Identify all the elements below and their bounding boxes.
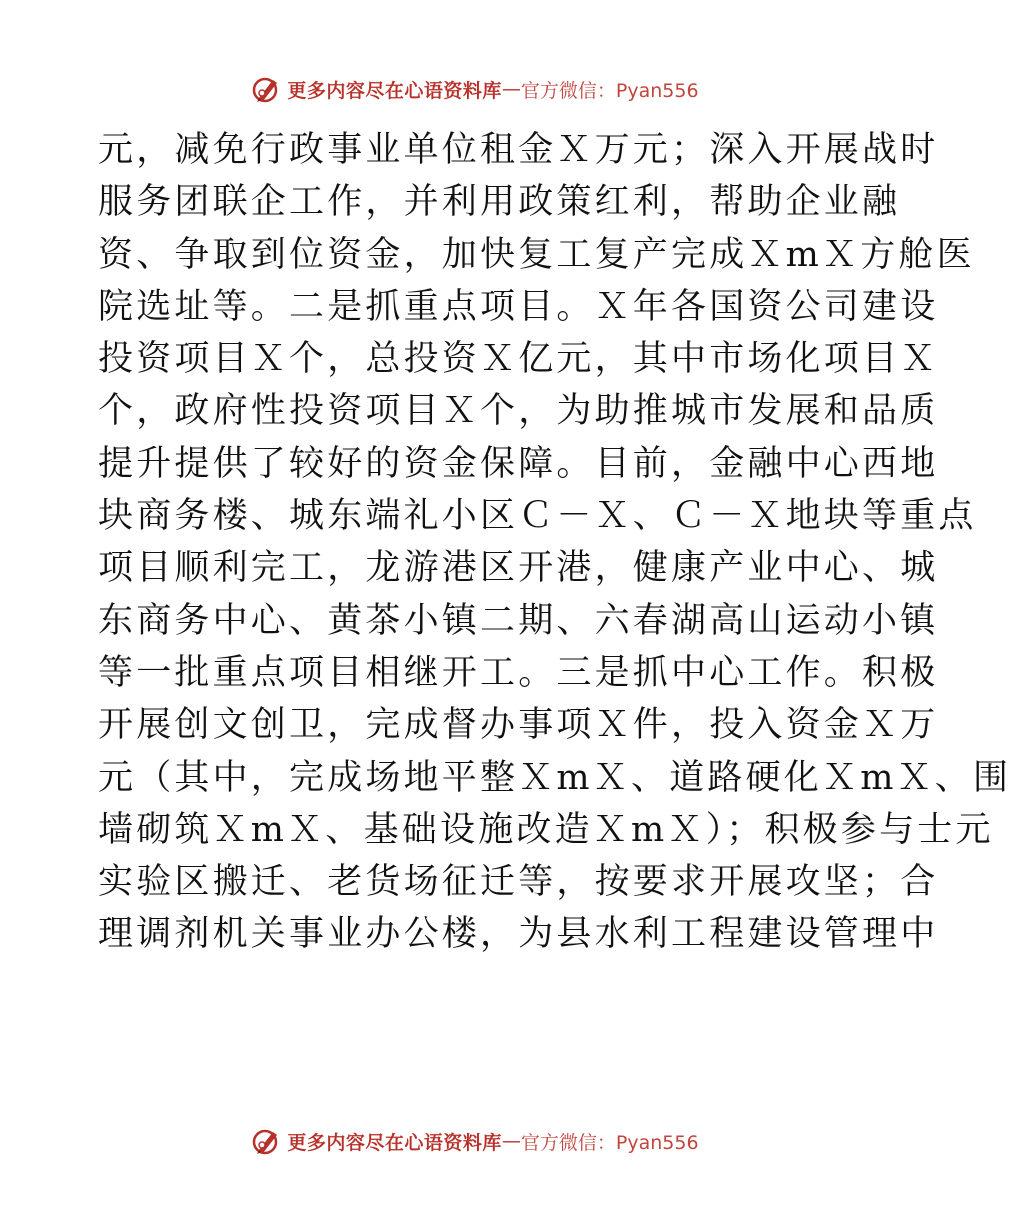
body-line: 墙砌筑ＸmＸ、基础设施改造ＸmＸ）；积极参与士元 xyxy=(98,809,994,850)
watermark-contact-text: 官方微信：Pyan556 xyxy=(520,1131,699,1154)
watermark-separator: — xyxy=(501,78,521,100)
body-line: 投资项目Ｘ个，总投资Ｘ亿元，其中市场化项目Ｘ xyxy=(98,339,939,380)
pen-circle-logo-icon xyxy=(251,74,281,104)
body-line: 块商务楼、城东端礼小区Ｃ－Ｘ、Ｃ－Ｘ地块等重点 xyxy=(98,496,977,537)
body-line: 等一批重点项目相继开工。三是抓中心工作。积极 xyxy=(98,652,939,693)
body-line: 个，政府性投资项目Ｘ个，为助推城市发展和品质 xyxy=(98,391,939,432)
body-line: 院选址等。二是抓重点项目。Ｘ年各国资公司建设 xyxy=(98,286,939,327)
body-line: 开展创文创卫，完成督办事项Ｘ件，投入资金Ｘ万 xyxy=(98,705,939,746)
watermark-separator: — xyxy=(501,1130,521,1152)
body-line: 理调剂机关事业办公楼，为县水利工程建设管理中 xyxy=(98,914,939,955)
header-watermark xyxy=(0,72,950,106)
body-line: 服务团联企工作，并利用政策红利，帮助企业融 xyxy=(98,182,901,223)
body-line: 元（其中，完成场地平整ＸmＸ、道路硬化ＸmＸ、围 xyxy=(98,757,1011,798)
watermark-contact-text: 官方微信：Pyan556 xyxy=(520,79,699,102)
pen-circle-logo-icon xyxy=(251,1126,281,1156)
watermark-site-text: 更多内容尽在心语资料库 xyxy=(287,1131,502,1154)
body-line: 项目顺利完工，龙游港区开港，健康产业中心、城 xyxy=(98,548,939,589)
body-line: 实验区搬迁、老货场征迁等，按要求开展攻坚；合 xyxy=(98,862,939,903)
document-body xyxy=(98,124,1011,961)
footer-watermark xyxy=(0,1124,950,1158)
body-line: 提升提供了较好的资金保障。目前，金融中心西地 xyxy=(98,443,939,484)
body-line: 元，减免行政事业单位租金Ｘ万元；深入开展战时 xyxy=(98,130,939,170)
watermark-site-text: 更多内容尽在心语资料库 xyxy=(287,79,502,102)
body-line: 资、争取到位资金，加快复工复产完成ＸmＸ方舱医 xyxy=(98,234,975,275)
body-line: 东商务中心、黄茶小镇二期、六春湖高山运动小镇 xyxy=(98,600,939,641)
